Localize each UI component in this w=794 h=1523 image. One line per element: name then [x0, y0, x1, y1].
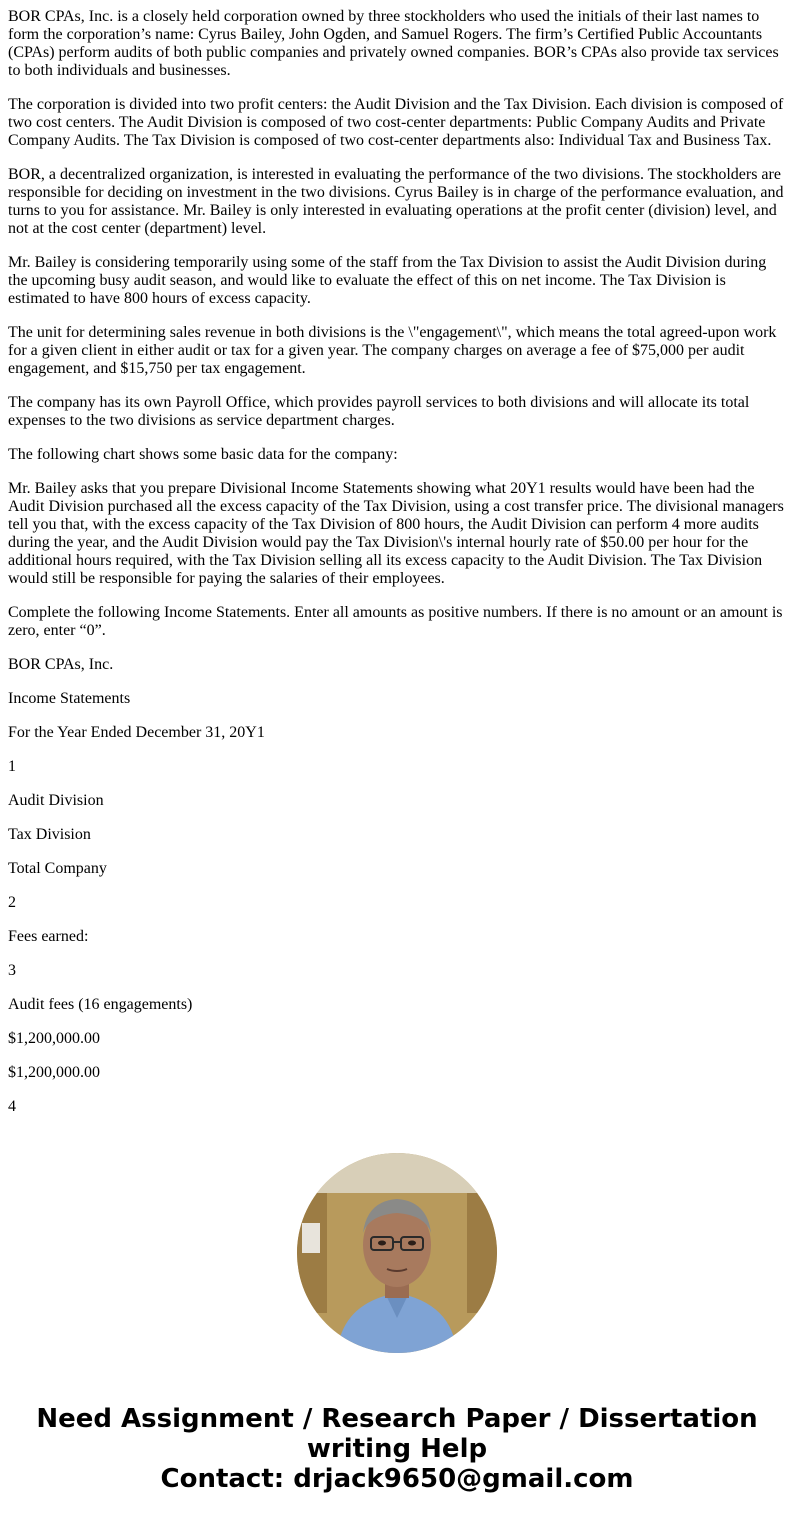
audit-fees-label: Audit fees (16 engagements) [8, 996, 193, 1013]
fees-earned-label: Fees earned: [8, 928, 89, 945]
header-tax-division: Tax Division [8, 826, 91, 843]
instructions-paragraph: Mr. Bailey asks that you prepare Divisional Income Statements showing what 20Y1 results would have been had the Audit Division purchased all the excess capacity of the Tax Division, using a cost transfer price. The divisional managers tell you that, with the excess capacity of the Tax Division of 800 hours, the Audit Division can perform 4 more audits during the year, and the Audit Division would pay the Tax Division\'s internal hourly rate of $50.00 per hour for the additional hours required, with the Tax Division selling all its excess capacity to the Audit Division. The Tax Division would still be responsible for paying the salaries of their employees. [8, 480, 784, 587]
divisions-paragraph: The corporation is divided into two profit centers: the Audit Division and the Tax Division. Each division is composed of two cost centers. The Audit Division is composed of two cost-center departments: Public Company Audits and Private Company Audits. The Tax Division is composed of two cost-center departments also: Individual Tax and Business Tax. [8, 96, 784, 149]
statement-period: For the Year Ended December 31, 20Y1 [8, 724, 265, 741]
promo-banner [0, 1404, 794, 1494]
row-number-2: 2 [8, 894, 16, 911]
author-photo [297, 1153, 497, 1353]
excess-capacity-paragraph: Mr. Bailey is considering temporarily using some of the staff from the Tax Division to assist the Audit Division during the upcoming busy audit season, and would like to evaluate the effect of this on net income. The Tax Division is estimated to have 800 hours of excess capacity. [8, 254, 767, 307]
decentralized-paragraph: BOR, a decentralized organization, is interested in evaluating the performance of the two divisions. The stockholders are responsible for deciding on investment in the two divisions. Cyrus Bailey is in charge of the performance evaluation, and turns to you for assistance. Mr. Bailey is only interested in evaluating operations at the profit center (division) level, and not at the cost center (department) level. [8, 166, 784, 237]
promo-contact-line: Contact: drjack9650@gmail.com [160, 1464, 634, 1494]
header-total-company: Total Company [8, 860, 107, 877]
header-audit-division: Audit Division [8, 792, 104, 809]
row-number-3: 3 [8, 962, 16, 979]
audit-fees-total-value: $1,200,000.00 [8, 1064, 100, 1081]
intro-paragraph: BOR CPAs, Inc. is a closely held corporation owned by three stockholders who used the initials of their last names to form the corporation’s name: Cyrus Bailey, John Ogden, and Samuel Rogers. The firm’s Certified Public Accountants (CPAs) perform audits of both public companies and privately owned companies. BOR’s CPAs also provide tax services to both individuals and businesses. [8, 8, 779, 79]
promo-line-1: Need Assignment / Research Paper / Dissertation [36, 1404, 758, 1434]
chart-intro-paragraph: The following chart shows some basic data for the company: [8, 446, 398, 463]
statement-title: Income Statements [8, 690, 131, 707]
row-number-1: 1 [8, 758, 16, 775]
complete-paragraph: Complete the following Income Statements. Enter all amounts as positive numbers. If there is no amount or an amount is zero, enter “0”. [8, 604, 783, 639]
row-number-4: 4 [8, 1098, 16, 1115]
payroll-paragraph: The company has its own Payroll Office, which provides payroll services to both divisions and will allocate its total expenses to the two divisions as service department charges. [8, 394, 750, 429]
engagement-paragraph: The unit for determining sales revenue in both divisions is the \"engagement\", which means the total agreed-upon work for a given client in either audit or tax for a given year. The company charges on average a fee of $75,000 per audit engagement, and $15,750 per tax engagement. [8, 324, 777, 377]
promo-line-2: writing Help [306, 1434, 488, 1464]
audit-fees-audit-value: $1,200,000.00 [8, 1030, 100, 1047]
author-photo-image [297, 1153, 497, 1353]
company-name: BOR CPAs, Inc. [8, 656, 114, 673]
